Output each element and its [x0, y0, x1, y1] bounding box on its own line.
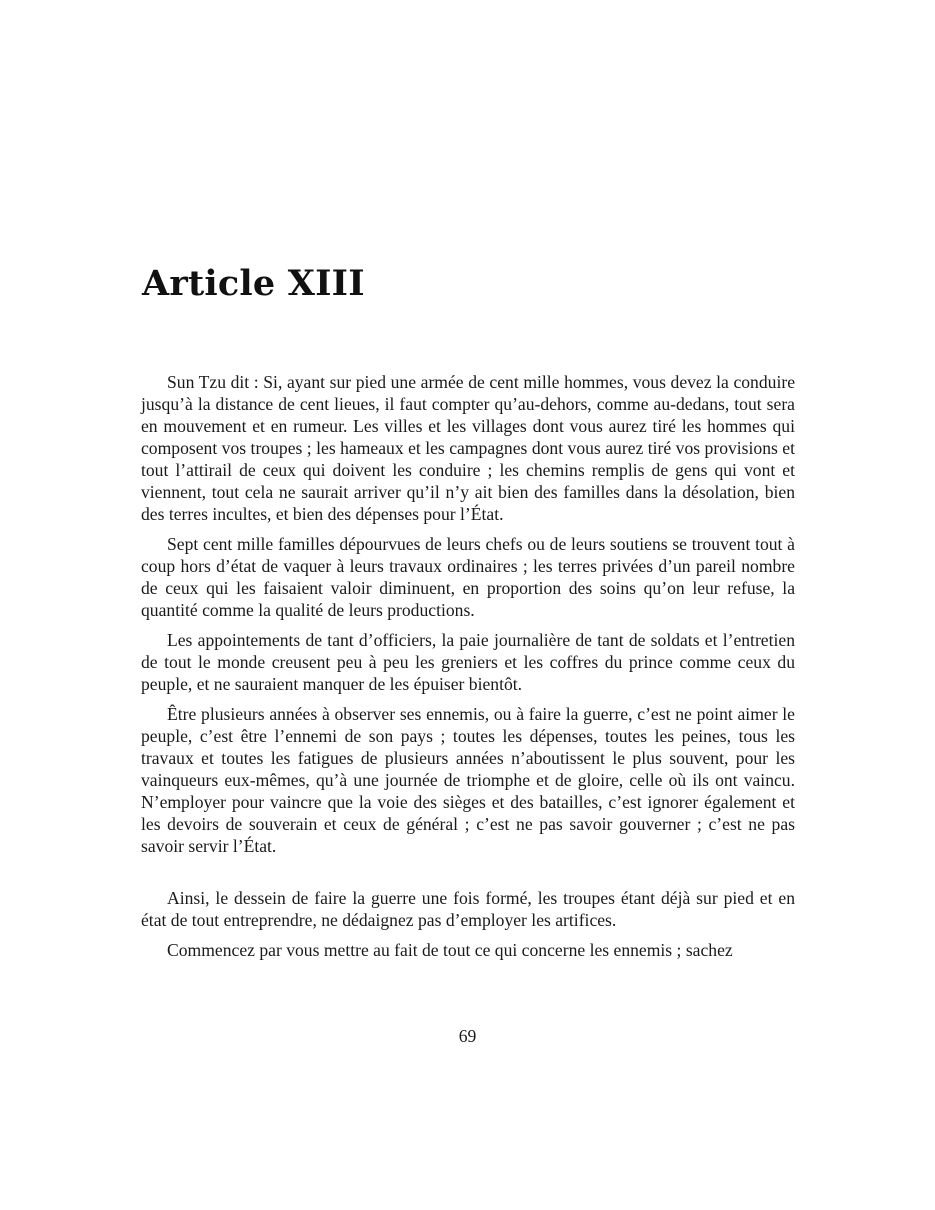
- body-text: [141, 371, 795, 969]
- paragraph: Être plusieurs années à observer ses ennemis, ou à faire la guerre, c’est ne point aimer le peuple, c’est être l’ennemi de son pays ; toutes les dépenses, toutes les peines, tous les travaux et toutes les fatigues de plusieurs années n’aboutissent le plus souvent, pour les vainqueurs eux-mêmes, qu’à une journée de triomphe et de gloire, celle où ils ont vaincu. N’employer pour vaincre que la voie des sièges et des batailles, c’est ignorer également et les devoirs de souverain et ceux de général ; c’est ne pas savoir gouverner ; c’est ne pas savoir servir l’État.: [141, 704, 795, 856]
- chapter-title: Article XIII: [142, 263, 365, 304]
- paragraph: Sun Tzu dit : Si, ayant sur pied une armée de cent mille hommes, vous devez la conduire jusqu’à la distance de cent lieues, il faut compter qu’au-dehors, comme au-dedans, tout sera en mouvement et en rumeur. Les villes et les villages dont vous aurez tiré les hommes qui composent vos troupes ; les hameaux et les campagnes dont vous aurez tiré vos provisions et tout l’attirail de ceux qui doivent les conduire ; les chemins remplis de gens qui vont et viennent, tout cela ne saurait arriver qu’il n’y ait bien des familles dans la désolation, bien des terres incultes, et bien des dépenses pour l’État.: [141, 372, 795, 524]
- page-number: 69: [458, 1026, 477, 1046]
- paragraph: Sept cent mille familles dépourvues de leurs chefs ou de leurs soutiens se trouvent tout à coup hors d’état de vaquer à leurs travaux ordinaires ; les terres privées d’un pareil nombre de ceux qui les faisaient valoir diminuent, en proportion des soins qu’on leur refuse, la quantité comme la qualité de leurs productions.: [141, 534, 795, 620]
- paragraph: Les appointements de tant d’officiers, la paie journalière de tant de soldats et l’entretien de tout le monde creusent peu à peu les greniers et les coffres du prince comme ceux du peuple, et ne sauraient manquer de les épuiser bientôt.: [141, 630, 795, 694]
- paragraph: Ainsi, le dessein de faire la guerre une fois formé, les troupes étant déjà sur pied et en état de tout entreprendre, ne dédaignez pas d’employer les artifices.: [141, 888, 795, 930]
- paragraph: Commencez par vous mettre au fait de tout ce qui concerne les ennemis ; sachez: [167, 940, 733, 960]
